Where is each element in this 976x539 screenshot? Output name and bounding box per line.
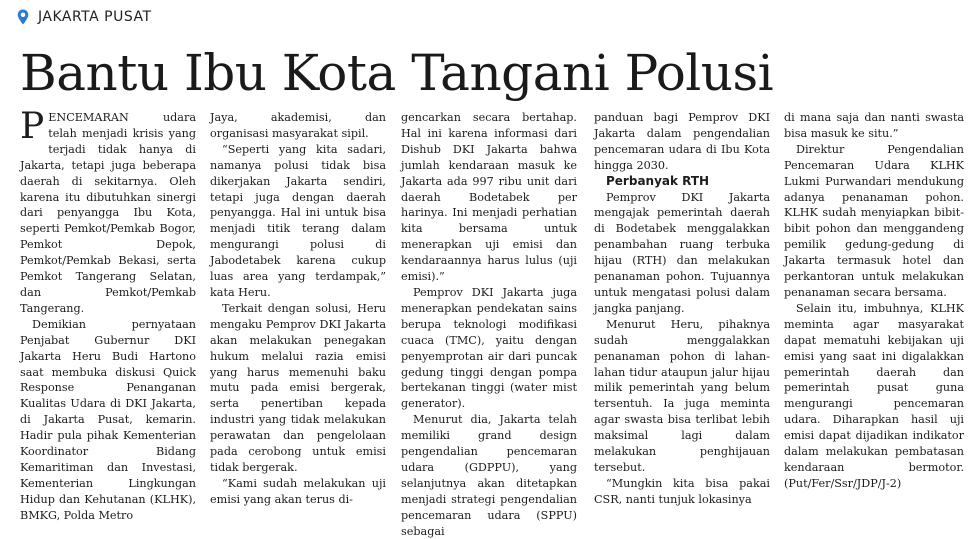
article-column-2 bbox=[210, 110, 386, 508]
paragraph: gencarkan secara bertahap. Hal ini karena informasi dari Dishub DKI Jakarta bahwa jumlah kendaraan masuk ke Jakarta ada 997 ribu unit dari daerah Bodetabek per harinya. Ini menjadi perhatian kita bersama untuk menerapkan uji emisi dan kendaraannya harus lulus (uji emisi).” bbox=[401, 111, 577, 284]
paragraph: Terkait dengan solusi, Heru mengaku Pemprov DKI Jakarta akan melakukan penegakan hukum melalui razia emisi yang harus memenuhi baku mutu pada emisi bergerak, serta penertiban kepada industri yang tidak melakukan perawatan dan pengelolaan pada cerobong untuk emisi tidak bergerak. bbox=[210, 301, 386, 474]
article-headline: Bantu Ibu Kota Tangani Polusi bbox=[20, 44, 774, 102]
paragraph: Demikian pernyataan Penjabat Gubernur DKI Jakarta Heru Budi Hartono saat membuka diskusi Quick Response Penanganan Kualitas Udara di DKI Jakarta, di Jakarta Pusat, kemarin. Hadir pula pihak Kementerian Koordinator Bidang Kemaritiman dan Investasi, Kementerian Lingkungan Hidup dan Kehutanan (KLHK), BMKG, Polda Metro bbox=[20, 317, 196, 522]
subheading: Perbanyak RTH bbox=[606, 173, 710, 188]
paragraph: “Mungkin kita bisa pakai CSR, nanti tunjuk lokasinya bbox=[594, 476, 770, 506]
paragraph-text: ENCEMARAN udara telah menjadi krisis yang terjadi tidak hanya di Jakarta, tetapi juga beberapa daerah di sekitarnya. Oleh karena itu dibutuhkan sinergi dari penyangga Ibu Kota, seperti Pemkot/Pemkab Bogor, Pemkot Depok, Pemkot/Pemkab Bekasi, serta Pemkot Tangerang Selatan, dan Pemkot/Pemkab Tangerang. bbox=[20, 111, 196, 315]
article-column-4 bbox=[594, 110, 770, 508]
paragraph bbox=[20, 106, 196, 317]
paragraph: Pemprov DKI Jakarta mengajak pemerintah daerah di Bodetabek menggalakkan penambahan ruang terbuka hijau (RTH) dan melakukan penanaman pohon. Tujuannya untuk mengatasi polusi dalam jangka panjang. bbox=[594, 190, 770, 315]
section-kicker bbox=[14, 8, 152, 26]
paragraph: “Seperti yang kita sadari, namanya polusi tidak bisa dikerjakan Jakarta sendiri, tetapi juga dengan daerah penyangga. Hal ini untuk bisa menjadi titik terang dalam mengurangi polusi di Jabodetabek karena cukup luas area yang terdampak,” kata Heru. bbox=[210, 142, 386, 299]
paragraph: Menurut dia, Jakarta telah memiliki grand design pengendalian pencemaran udara (GDPPU), yang selanjutnya akan ditetapkan menjadi strategi pengendalian pencemaran udara (SPPU) sebagai bbox=[401, 413, 577, 538]
article-column-1 bbox=[20, 106, 196, 524]
paragraph: Pemprov DKI Jakarta juga menerapkan pendekatan sains berupa teknologi modifikasi cuaca (TMC), yaitu dengan penyemprotan air dari puncak gedung tinggi dengan pompa bertekanan tinggi (water mist generator). bbox=[401, 285, 577, 411]
paragraph: di mana saja dan nanti swasta bisa masuk ke situ.” bbox=[784, 111, 964, 140]
paragraph: Menurut Heru, pihaknya sudah menggalakkan penanaman pohon di lahan-lahan tidur ataupun jalur hijau milik pemerintah yang belum tersentuh. Ia juga meminta agar swasta bisa terlibat lebih maksimal lagi dalam melakukan penghijauan tersebut. bbox=[594, 317, 770, 474]
paragraph: panduan bagi Pemprov DKI Jakarta dalam pengendalian pencemaran udara di Ibu Kota hingga 2030. bbox=[594, 111, 770, 172]
article-column-3 bbox=[401, 110, 577, 539]
paragraph: Direktur Pengendalian Pencemaran Udara KLHK Lukmi Purwandari mendukung adanya penanaman pohon. KLHK sudah menyiapkan bibit-bibit pohon dan menggandeng pemilik gedung-gedung di Jakarta termasuk hotel dan perkantoran untuk melakukan penanaman secara bersama. bbox=[784, 142, 964, 299]
article-column-5 bbox=[784, 110, 964, 492]
location-pin-icon bbox=[14, 8, 32, 26]
kicker-label: JAKARTA PUSAT bbox=[38, 9, 152, 25]
paragraph: Jaya, akademisi, dan organisasi masyarakat sipil. bbox=[210, 111, 386, 140]
paragraph: Selain itu, imbuhnya, KLHK meminta agar masyarakat dapat mematuhi kebijakan uji emisi yang saat ini digalakkan pemerintah daerah dan pemerintah pusat guna mengurangi pencemaran udara. Diharapkan hasil uji emisi dapat dijadikan indikator dalam melakukan pembatasan kendaraan bermotor. (Put/Fer/Ssr/JDP/J-2) bbox=[784, 301, 964, 490]
drop-cap: P bbox=[20, 106, 45, 147]
paragraph: “Kami sudah melakukan uji emisi yang akan terus di- bbox=[210, 476, 386, 506]
